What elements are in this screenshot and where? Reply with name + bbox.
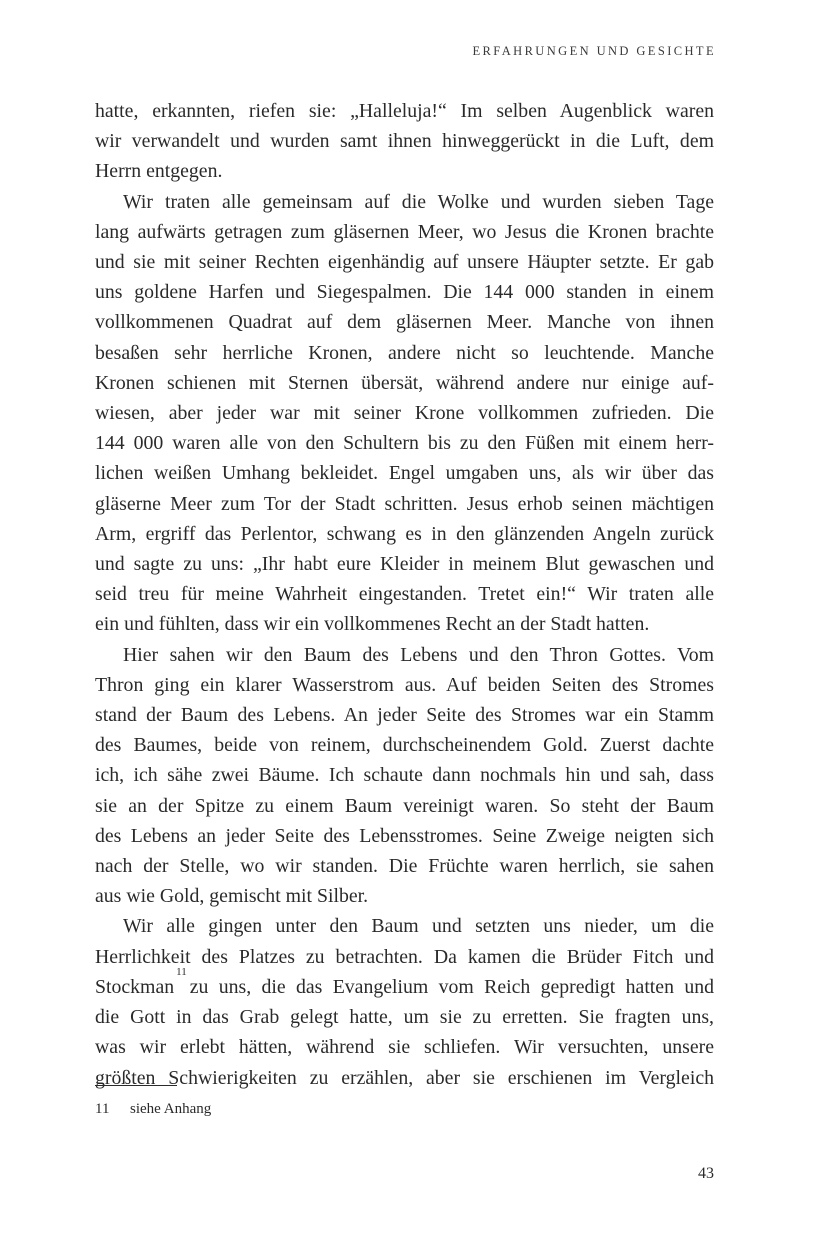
footnote-anchor-word: Stockman bbox=[95, 975, 175, 998]
text-line: was wir erlebt hätten, während sie schliefen. Wir versuchten, unsere bbox=[95, 1036, 714, 1059]
text-line: wiesen, aber jeder war mit seiner Krone vollkommen zufrieden. Die bbox=[95, 402, 714, 425]
text-line: ein und fühlten, dass wir ein vollkommenes Recht an der Stadt hatten. bbox=[95, 613, 650, 636]
text-line: Thron ging ein klarer Wasserstrom aus. Auf beiden Seiten des Stromes bbox=[95, 673, 714, 696]
text-line-with-footnote bbox=[95, 965, 714, 1002]
footnote-number: 11 bbox=[95, 1101, 110, 1117]
text-line: des Baumes, beide von reinem, durchscheinendem Gold. Zuerst dachte bbox=[95, 734, 714, 757]
text-line: stand der Baum des Lebens. An jeder Seite des Stromes war ein Stamm bbox=[95, 704, 714, 727]
text-line: Herrn entgegen. bbox=[95, 160, 223, 183]
footnote bbox=[95, 1101, 211, 1118]
text-line: hatte, erkannten, riefen sie: „Halleluja!“ Im selben Augenblick waren bbox=[95, 100, 714, 122]
text-line: und sagte zu uns: „Ihr habt eure Kleider in meinem Blut gewaschen und bbox=[95, 553, 714, 576]
text-line: größten Schwierigkeiten zu erzählen, aber sie erschienen im Vergleich bbox=[95, 1066, 714, 1089]
paragraph-3 bbox=[95, 640, 714, 912]
text-line: Wir traten alle gemeinsam auf die Wolke und wurden sieben Tage bbox=[123, 190, 714, 213]
text-line: Kronen schienen mit Sternen übersät, während andere nur einige auf- bbox=[95, 371, 714, 394]
text-line: und sie mit seiner Rechten eigenhändig auf unsere Häupter setzte. Er gab bbox=[95, 251, 714, 274]
text-line: seid treu für meine Wahrheit eingestanden. Tretet ein!“ Wir traten alle bbox=[95, 583, 714, 606]
text-line: lang aufwärts getragen zum gläsernen Meer, wo Jesus die Kronen brachte bbox=[95, 220, 714, 243]
paragraph-2 bbox=[95, 187, 714, 640]
text-line: die Gott in das Grab gelegt hatte, um sie zu erretten. Sie fragten uns, bbox=[95, 1006, 714, 1029]
text-line: Hier sahen wir den Baum des Lebens und den Thron Gottes. Vom bbox=[123, 643, 714, 666]
text-line: sie an der Spitze zu einem Baum vereinigt waren. So steht der Baum bbox=[95, 794, 714, 817]
text-line: 144 000 waren alle von den Schultern bis zu den Füßen mit einem herr- bbox=[95, 432, 714, 455]
text-line: lichen weißen Umhang bekleidet. Engel umgaben uns, als wir über das bbox=[95, 462, 714, 485]
text-fragment: zu uns, die das Evangelium vom Reich gepredigt hatten und bbox=[189, 975, 714, 998]
text-line: Arm, ergriff das Perlentor, schwang es in den glänzenden Angeln zurück bbox=[95, 522, 714, 545]
text-line: wir verwandelt und wurden samt ihnen hinweggerückt in die Luft, dem bbox=[95, 130, 714, 153]
text-line: gläserne Meer zum Tor der Stadt schritten. Jesus erhob seinen mächtigen bbox=[95, 492, 714, 515]
text-line: des Lebens an jeder Seite des Lebensstromes. Seine Zweige neigten sich bbox=[95, 824, 714, 847]
text-line: Herrlichkeit des Platzes zu betrachten. Da kamen die Brüder Fitch und bbox=[95, 945, 714, 968]
text-line: vollkommenen Quadrat auf dem gläsernen Meer. Manche von ihnen bbox=[95, 311, 714, 334]
running-head: ERFAHRUNGEN UND GESICHTE bbox=[472, 44, 716, 58]
footnote-reference[interactable]: 11 bbox=[176, 965, 187, 978]
text-line: ich, ich sähe zwei Bäume. Ich schaute dann nochmals hin und sah, dass bbox=[95, 764, 714, 787]
text-line: aus wie Gold, gemischt mit Silber. bbox=[95, 885, 369, 908]
text-line: uns goldene Harfen und Siegespalmen. Die 144 000 standen in einem bbox=[95, 281, 714, 304]
paragraph-1 bbox=[95, 96, 714, 187]
body-text bbox=[95, 96, 714, 1093]
footnote-divider bbox=[95, 1085, 177, 1086]
paragraph-4 bbox=[95, 911, 714, 1092]
footnote-text: siehe Anhang bbox=[130, 1101, 212, 1117]
text-line: nach der Stelle, wo wir standen. Die Früchte waren herrlich, sie sahen bbox=[95, 855, 714, 878]
text-line: besaßen sehr herrliche Kronen, andere nicht so leuchtende. Manche bbox=[95, 341, 714, 364]
page-number: 43 bbox=[698, 1165, 714, 1182]
text-line: Wir alle gingen unter den Baum und setzten uns nieder, um die bbox=[123, 915, 714, 938]
